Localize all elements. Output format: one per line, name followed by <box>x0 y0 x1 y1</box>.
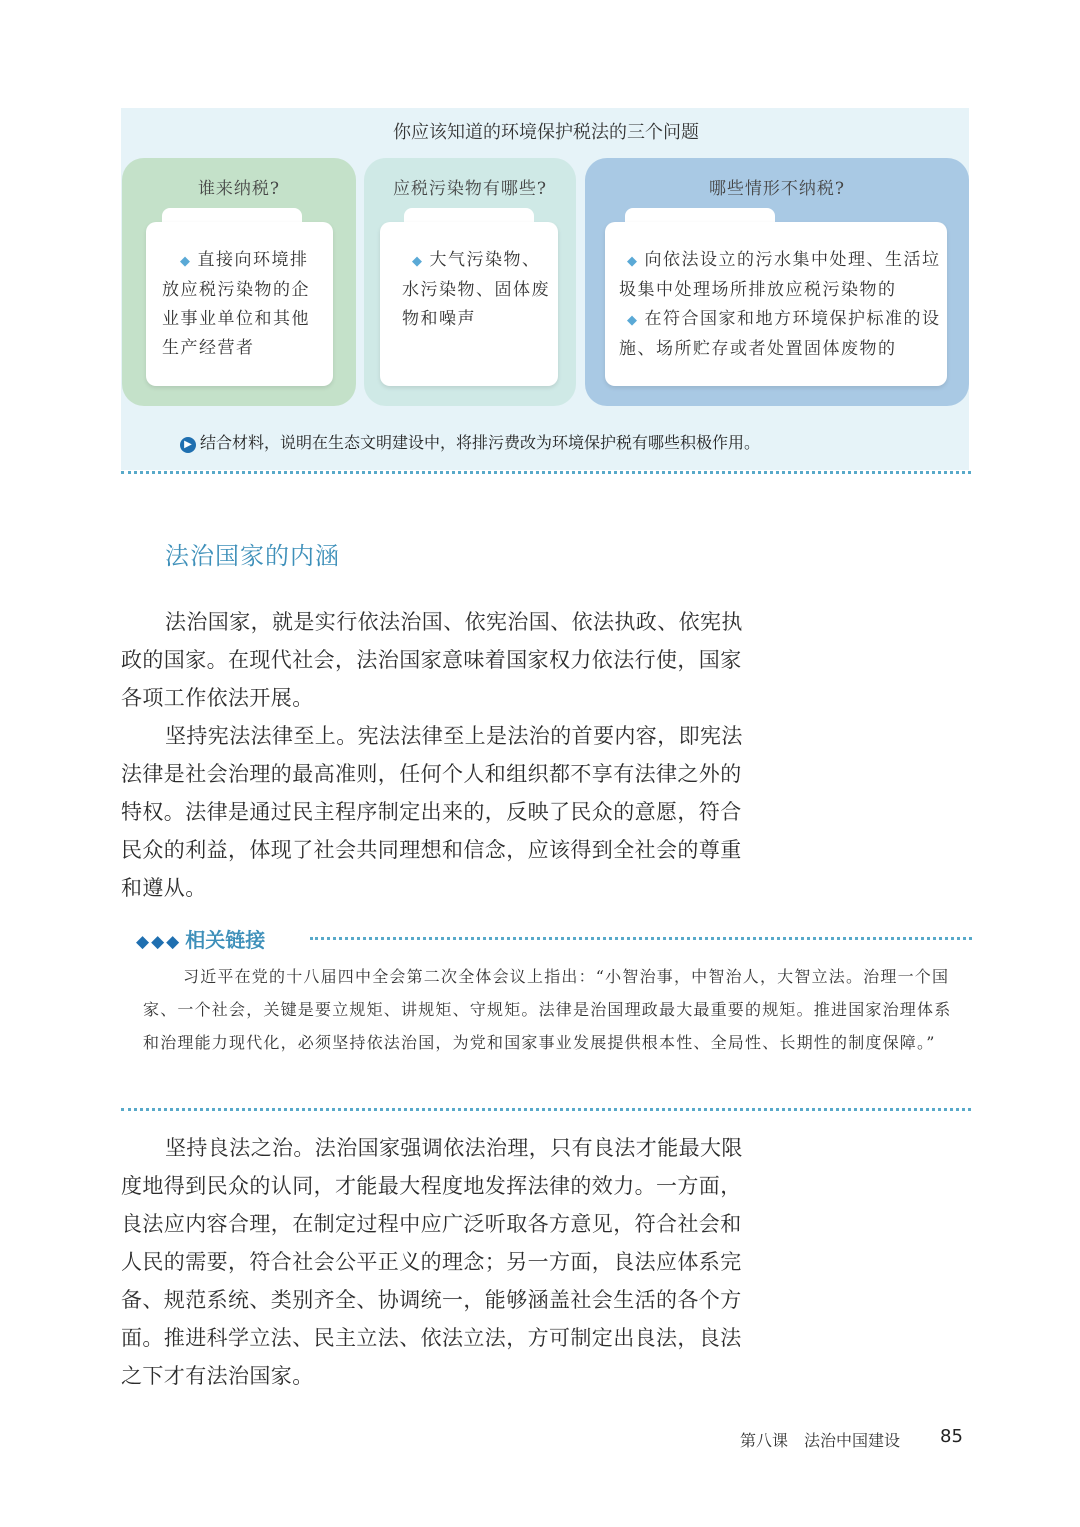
dotted-divider <box>121 471 971 474</box>
diamond-bullet-icon: ◆ <box>627 313 639 328</box>
panel-title: 你应该知道的环境保护税法的三个问题 <box>393 122 699 143</box>
related-link-heading: ◆◆◆ 相关链接 <box>136 928 266 952</box>
card-body: ◆ 直接向环境排放应税污染物的企业事业单位和其他生产经营者 <box>162 250 310 358</box>
lesson-footer: 第八课 法治中国建设 <box>740 1431 901 1450</box>
discussion-prompt: ▶ 结合材料，说明在生态文明建设中，将排污费改为环境保护税有哪些积极作用。 <box>180 430 760 453</box>
page-number: 85 <box>940 1426 963 1447</box>
card-title: 哪些情形不纳税? <box>708 179 846 199</box>
section-heading: 法治国家的内涵 <box>165 542 340 570</box>
paragraph-3: 坚持良法之治。法治国家强调依法治理，只有良法才能最大限度地得到民众的认同，才能最大程度地发挥法律的效力。一方面，良法应内容合理，在制定过程中应广泛听取各方意见，符合社会和人民的需要，符合社会公平正义的理念；另一方面，良法应体系完备、规范系统、类别齐全、协调统一，能够涵盖社会生活的各个方面。推进科学立法、民主立法、依法立法，方可制定出良法，良法之下才有法治国家。 <box>121 1136 743 1388</box>
paragraph-1: 法治国家，就是实行依法治国、依宪治国、依法执政、依宪执政的国家。在现代社会，法治国家意味着国家权力依法行使，国家各项工作依法开展。 <box>121 610 743 710</box>
card-title: 应税污染物有哪些? <box>392 179 548 199</box>
card-body: ◆ 向依法设立的污水集中处理、生活垃圾集中处理场所排放应税污染物的 ◆ 在符合国家和地方环境保护标准的设施、场所贮存或者处置固体废物的 <box>619 250 941 359</box>
card-body: ◆ 大气污染物、水污染物、固体废物和噪声 <box>402 250 550 329</box>
card-tax-exempt <box>585 158 969 406</box>
dotted-divider <box>310 937 972 940</box>
diamond-bullet-icon: ◆ <box>627 254 639 269</box>
dotted-divider <box>121 1108 971 1111</box>
card-who-pays <box>122 158 356 406</box>
related-link-text: 习近平在党的十八届四中全会第二次全体会议上指出：“小智治事，中智治人，大智立法。治理一个国家、一个社会，关键是要立规矩、讲规矩、守规矩。法律是治国理政最大最重要的规矩。推进国家治理体系和治理能力现代化，必须坚持依法治国，为党和国家事业发展提供根本性、全局性、长期性的制度保障。” <box>143 967 952 1052</box>
triple-diamond-icon: ◆◆◆ <box>136 932 182 952</box>
play-arrow-icon: ▶ <box>180 437 196 453</box>
card-taxable-pollutants <box>364 158 576 406</box>
card-title: 谁来纳税? <box>197 179 281 199</box>
diamond-bullet-icon: ◆ <box>412 254 424 269</box>
paragraph-2: 坚持宪法法律至上。宪法法律至上是法治的首要内容，即宪法法律是社会治理的最高准则，任何个人和组织都不享有法律之外的特权。法律是通过民主程序制定出来的，反映了民众的意愿，符合民众的利益，体现了社会共同理想和信念，应该得到全社会的尊重和遵从。 <box>121 724 743 900</box>
diamond-bullet-icon: ◆ <box>180 254 192 269</box>
